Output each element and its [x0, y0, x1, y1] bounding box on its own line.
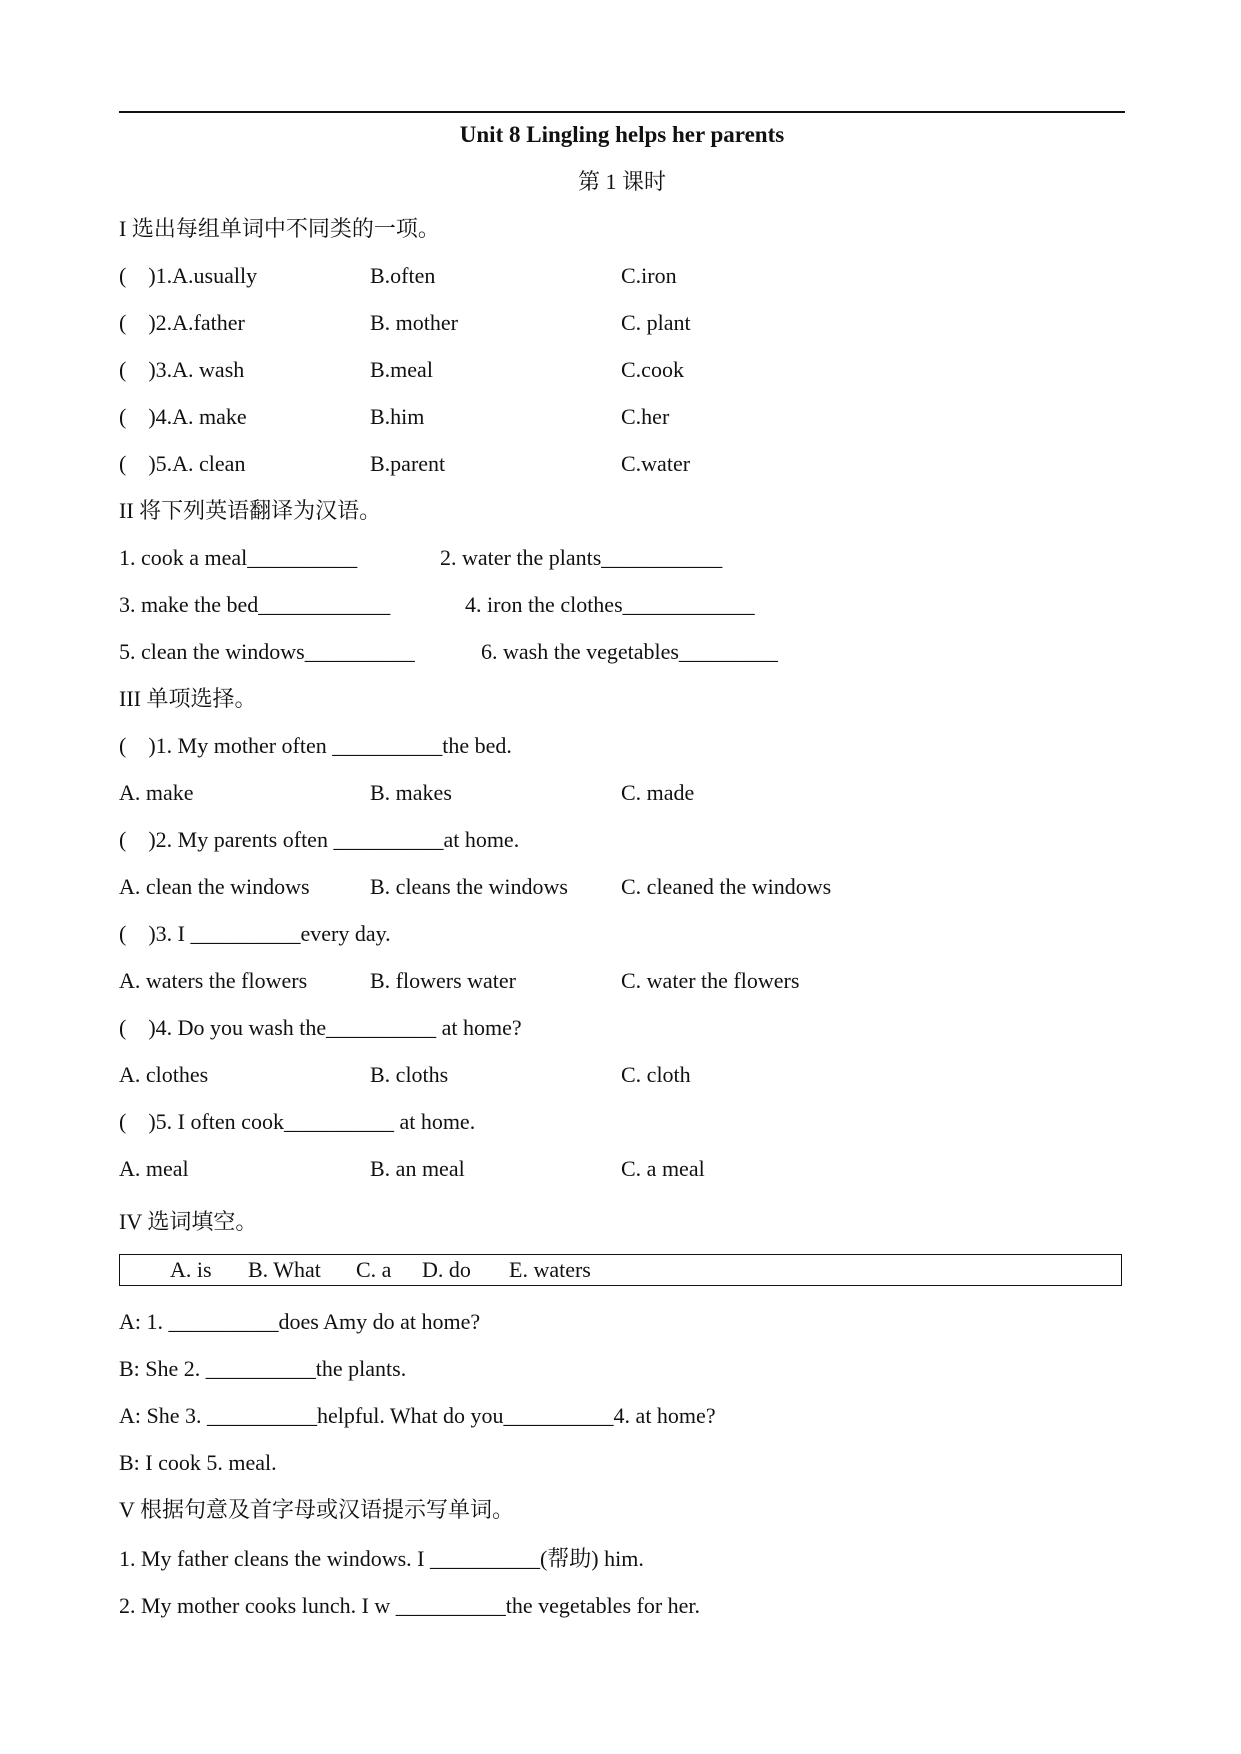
option-a: A. meal: [119, 1156, 189, 1181]
option-c: C. cleaned the windows: [621, 874, 832, 899]
question-text: ( )5. I often cook__________ at home.: [119, 1109, 476, 1134]
option-b: B. cloths: [370, 1062, 449, 1087]
dialogue-line: B: She 2. __________the plants.: [119, 1356, 407, 1381]
option-b: B. cleans the windows: [370, 874, 568, 899]
word-bank-box: [119, 1254, 1122, 1286]
item-stem: ( )2.A.father: [119, 310, 245, 335]
option-c: C. made: [621, 780, 695, 805]
option-b: B.meal: [370, 357, 433, 382]
option-c: C.iron: [621, 263, 677, 288]
top-rule: [119, 111, 1125, 113]
page-title: Unit 8 Lingling helps her parents: [459, 122, 785, 147]
item-stem: ( )4.A. make: [119, 404, 247, 429]
section-1-item: [119, 448, 1125, 480]
section-5-heading: V 根据句意及首字母或汉语提示写单词。: [119, 1497, 514, 1522]
option-b: B. flowers water: [370, 968, 517, 993]
item-stem: ( )3.A. wash: [119, 357, 245, 382]
answer-options: [119, 965, 1125, 997]
translation-item: 5. clean the windows__________: [119, 639, 415, 664]
item-stem: ( )5.A. clean: [119, 451, 246, 476]
section-2-heading: II 将下列英语翻译为汉语。: [119, 498, 382, 523]
dialogue-line: A: 1. __________does Amy do at home?: [119, 1309, 481, 1334]
item-stem: ( )1.A.usually: [119, 263, 258, 288]
section-1-heading: I 选出每组单词中不同类的一项。: [119, 216, 440, 241]
option-c: C.her: [621, 404, 670, 429]
option-b: B.parent: [370, 451, 446, 476]
question-text: ( )1. My mother often __________the bed.: [119, 733, 512, 758]
option-b: B. an meal: [370, 1156, 465, 1181]
word-bank-option: B. What: [248, 1257, 321, 1282]
option-a: A. clothes: [119, 1062, 209, 1087]
word-bank-option: A. is: [170, 1257, 212, 1282]
translation-row: [119, 589, 1125, 621]
answer-options: [119, 871, 1125, 903]
translation-item: 1. cook a meal__________: [119, 545, 358, 570]
option-c: C. plant: [621, 310, 691, 335]
option-c: C. a meal: [621, 1156, 705, 1181]
translation-row: [119, 636, 1125, 668]
translation-item: 2. water the plants___________: [440, 545, 723, 570]
translation-row: [119, 542, 1125, 574]
option-c: C. cloth: [621, 1062, 691, 1087]
word-bank-option: D. do: [422, 1257, 471, 1282]
question-text: ( )4. Do you wash the__________ at home?: [119, 1015, 522, 1040]
dialogue-line: A: She 3. __________helpful. What do you__________4. at home?: [119, 1403, 716, 1428]
option-c: C.water: [621, 451, 691, 476]
option-b: B. makes: [370, 780, 452, 805]
dialogue-line: B: I cook 5. meal.: [119, 1450, 277, 1475]
section-1-item: [119, 401, 1125, 433]
answer-options: [119, 1059, 1125, 1091]
option-a: A. waters the flowers: [119, 968, 308, 993]
word-bank-option: E. waters: [509, 1257, 591, 1282]
option-b: B.him: [370, 404, 425, 429]
fill-in-item: 1. My father cleans the windows. I __________(帮助) him.: [119, 1546, 644, 1571]
question-text: ( )2. My parents often __________at home.: [119, 827, 520, 852]
answer-options: [119, 1153, 1125, 1185]
option-b: B. mother: [370, 310, 458, 335]
answer-options: [119, 777, 1125, 809]
translation-item: 4. iron the clothes____________: [465, 592, 755, 617]
option-b: B.often: [370, 263, 436, 288]
section-3-heading: III 单项选择。: [119, 686, 257, 711]
option-c: C. water the flowers: [621, 968, 800, 993]
section-1-item: [119, 307, 1125, 339]
translation-item: 3. make the bed____________: [119, 592, 391, 617]
translation-item: 6. wash the vegetables_________: [481, 639, 778, 664]
section-4-heading: IV 选词填空。: [119, 1209, 258, 1234]
option-c: C.cook: [621, 357, 684, 382]
question-text: ( )3. I __________every day.: [119, 921, 391, 946]
page-subtitle: 第 1 课时: [577, 169, 666, 194]
option-a: A. clean the windows: [119, 874, 310, 899]
fill-in-item: 2. My mother cooks lunch. I w __________the vegetables for her.: [119, 1593, 701, 1618]
section-1-item: [119, 260, 1125, 292]
option-a: A. make: [119, 780, 194, 805]
section-1-item: [119, 354, 1125, 386]
word-bank-option: C. a: [356, 1257, 392, 1282]
